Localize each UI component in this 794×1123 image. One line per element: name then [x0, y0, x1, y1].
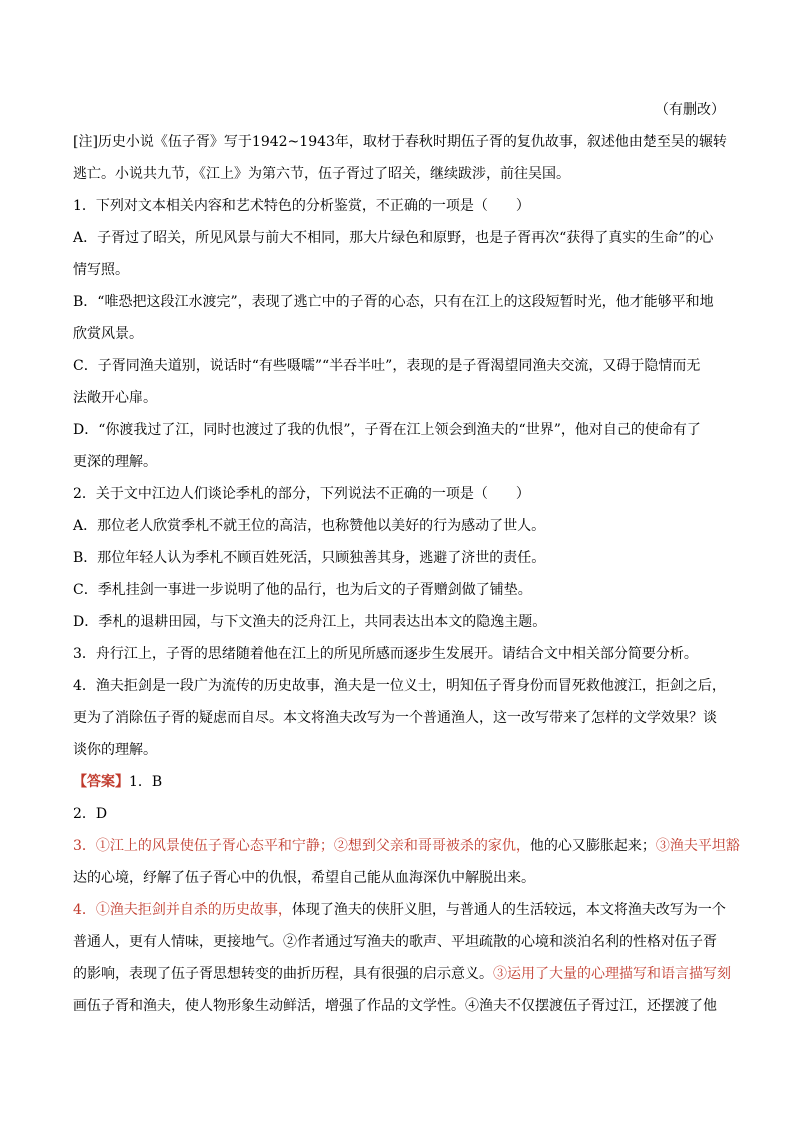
question-2-option-a: A．那位老人欣赏季札不就王位的高洁，也称赞他以美好的行为感动了世人。: [73, 518, 546, 534]
answer-4-line-1: [73, 900, 725, 920]
answer-4-text-1: 体现了渔夫的侠肝义胆，与普通人的生活较远，本文将渔夫改写为一个: [291, 902, 726, 918]
answer-2: 2．D: [73, 806, 108, 822]
answer-1: 1．B: [129, 774, 163, 790]
annotation-line-2: 逃亡。小说共九节，《江上》为第六节，伍子胥过了昭关，继续跋涉，前往吴国。: [73, 166, 570, 182]
answer-4-number: 4．: [73, 902, 96, 918]
answer-3-text: 他的心又膨胀起来；: [529, 838, 656, 854]
answer-3-line-1: [73, 836, 740, 856]
question-1-option-a-cont: 情写照。: [73, 262, 129, 278]
question-2-stem: 2．关于文中江边人们谈论季札的部分，下列说法不正确的一项是（ ）: [73, 486, 530, 502]
answer-4-point-3: ③运用了大量的心理描写和语言描写刻: [493, 966, 731, 982]
annotation-line-1: [注]历史小说《伍子胥》写于1942~1943年，取材于春秋时期伍子胥的复仇故事，叙述他由楚至吴的辗转: [73, 134, 727, 150]
question-1-option-b-cont: 欣赏风景。: [73, 326, 143, 342]
answer-4-line-4: 画伍子胥和渔夫，使人物形象生动鲜活，增强了作品的文学性。④渔夫不仅摆渡伍子胥过江，还摆渡了他: [73, 998, 717, 1014]
question-2-option-d: D．季札的退耕田园，与下文渔夫的泛舟江上，共同表达出本文的隐逸主题。: [73, 614, 547, 630]
question-4-line-2: 更为了消除伍子胥的疑虑而自尽。本文将渔夫改写为一个普通渔人，这一改写带来了怎样的文学效果？谈: [73, 710, 717, 726]
question-1-option-c: C．子胥同渔夫道别，说话时“有些嗫嚅”“半吞半吐”，表现的是子胥渴望同渔夫交流，又碍于隐情而无: [73, 358, 701, 374]
question-2-option-b: B．那位年轻人认为季札不顾百姓死活，只顾独善其身，逃避了济世的责任。: [73, 550, 546, 566]
question-1-option-a: A．子胥过了昭关，所见风景与前大不相同，那大片绿色和原野，也是子胥再次“获得了真实的生命”的心: [73, 230, 714, 246]
answer-3-number: 3．: [73, 838, 96, 854]
source-note: （有删改）: [655, 102, 725, 118]
question-1-option-c-cont: 法敞开心扉。: [73, 390, 157, 406]
answer-3-point-1-2: ①江上的风景使伍子胥心态平和宁静；②想到父亲和哥哥被杀的家仇，: [95, 838, 530, 854]
question-3-stem: 3．舟行江上，子胥的思绪随着他在江上的所见所感而逐步生发展开。请结合文中相关部分简要分析。: [73, 646, 698, 662]
answer-4-point-1: ①渔夫拒剑并自杀的历史故事，: [95, 902, 292, 918]
answer-1-row: [73, 772, 725, 792]
question-1-option-d: D．“你渡我过了江，同时也渡过了我的仇恨”，子胥在江上领会到渔夫的“世界”，他对自己的使命有了: [73, 422, 701, 438]
question-4-line-3: 谈你的理解。: [73, 742, 157, 758]
question-2-option-c: C．季札挂剑一事进一步说明了他的品行，也为后文的子胥赠剑做了铺垫。: [73, 582, 532, 598]
answer-4-line-3: [73, 964, 731, 984]
answer-4-text-3: 的影响，表现了伍子胥思想转变的曲折历程，具有很强的启示意义。: [73, 966, 493, 982]
answer-3-line-2: 达的心境，纾解了伍子胥心中的仇恨，希望自己能从血海深仇中解脱出来。: [73, 870, 535, 886]
question-1-option-b: B．“唯恐把这段江水渡完”，表现了逃亡中的子胥的心态，只有在江上的这段短暂时光，他才能够平和地: [73, 294, 714, 310]
question-4-line-1: 4．渔夫拒剑是一段广为流传的历史故事，渔夫是一位义士，明知伍子胥身份而冒死救他渡江，拒剑之后，: [73, 678, 726, 694]
question-1-stem: 1．下列对文本相关内容和艺术特色的分析鉴赏，不正确的一项是（ ）: [73, 198, 530, 214]
answer-4-line-2: 普通人，更有人情味，更接地气。②作者通过写渔夫的歌声、平坦疏散的心境和淡泊名利的性格对伍子胥: [73, 934, 717, 950]
answer-3-point-3: ③渔夫平坦豁: [655, 838, 740, 854]
answer-tag: 【答案】: [73, 774, 129, 790]
question-1-option-d-cont: 更深的理解。: [73, 454, 157, 470]
